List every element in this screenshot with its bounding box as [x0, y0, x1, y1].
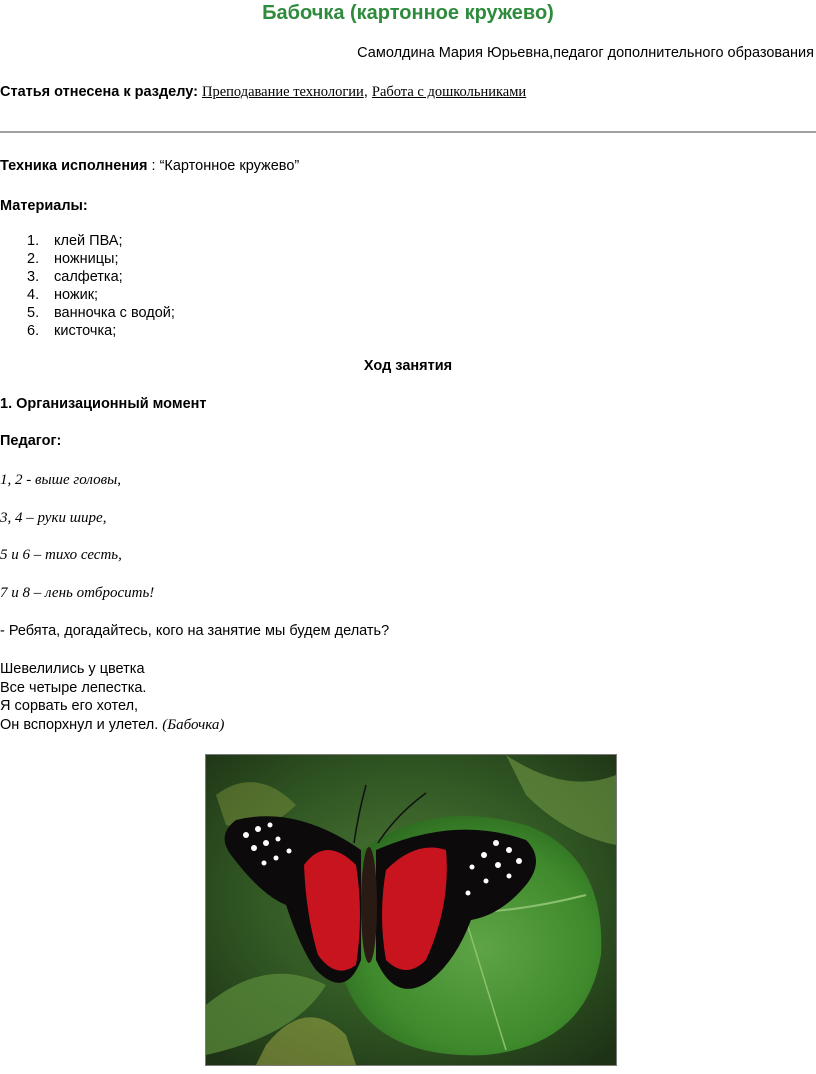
butterfly-photo [205, 754, 617, 1066]
link-separator: , [363, 84, 368, 100]
rhyme-line: 1, 2 - выше головы, [0, 472, 122, 488]
link-technology-teaching[interactable]: Преподавание технологии [201, 84, 364, 100]
stage-heading: 1. Организационный момент [0, 396, 207, 412]
page-title: Бабочка (картонное кружево) [262, 2, 554, 24]
rhyme-line: 7 и 8 – лень отбросить! [0, 585, 155, 601]
materials-label: Материалы: [0, 198, 88, 214]
list-item: 2. ножницы; [27, 251, 119, 267]
list-item: 3. салфетка; [27, 269, 123, 285]
rhyme-line: 5 и 6 – тихо сесть, [0, 547, 122, 563]
list-item: 1. клей ПВА; [27, 233, 123, 249]
rhyme-line: 3, 4 – руки шире, [0, 510, 107, 526]
section-line [0, 84, 526, 101]
section-label: Статья отнесена к разделу: [0, 84, 198, 100]
riddle-line: Все четыре лепестка. [0, 679, 147, 696]
author-line: Самолдина Мария Юрьевна,педагог дополнительного образования [357, 45, 814, 61]
technique-label: Техника исполнения [0, 158, 148, 174]
horizontal-rule [0, 131, 816, 133]
riddle-line: Я сорвать его хотел, [0, 698, 139, 714]
technique-value: : “Картонное кружево” [147, 158, 300, 174]
teacher-label: Педагог: [0, 433, 62, 449]
link-preschool-work[interactable]: Работа с дошкольниками [371, 84, 527, 100]
list-item: 6. кисточка; [27, 323, 117, 339]
list-item: 5. ванночка с водой; [27, 305, 175, 321]
riddle-line: Он вспорхнул и улетел. (Бабочка) [0, 716, 225, 733]
question-line: - Ребята, догадайтесь, кого на занятие мы будем делать? [0, 623, 390, 639]
riddle-line: Шевелились у цветка [0, 661, 145, 677]
materials-list [0, 232, 175, 340]
butterfly-body [361, 847, 377, 963]
list-item: 4. ножик; [27, 287, 99, 303]
butterfly-illustration [206, 755, 616, 1065]
riddle-poem [0, 660, 224, 734]
lesson-heading: Ход занятия [363, 358, 453, 374]
technique-line [0, 158, 299, 174]
riddle-answer: (Бабочка) [162, 716, 225, 733]
